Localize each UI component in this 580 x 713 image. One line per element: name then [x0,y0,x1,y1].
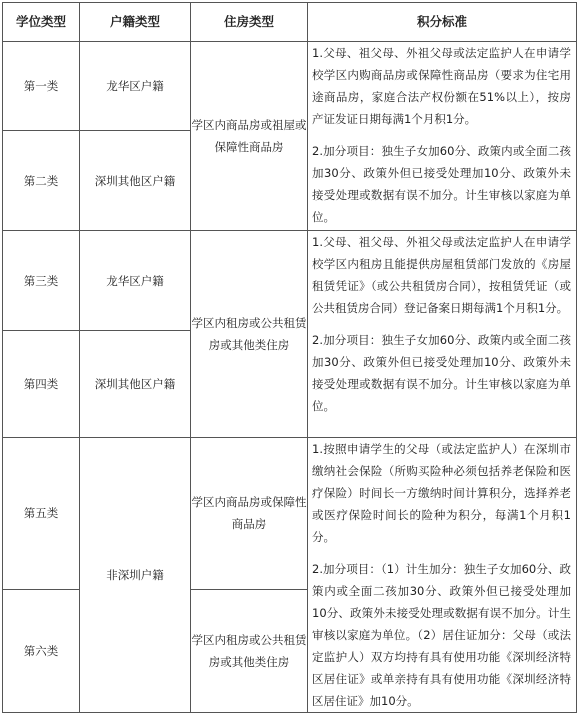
standard-paragraph: 2.加分项目：独生子女加60分、政策内或全面二孩加30分、政策外但已接受处理加10分、政策外未接受处理或数据有误不加分。计生审核以家庭为单位。 [312,333,571,413]
degree-type-cell: 第五类 [3,438,80,590]
degree-type-cell: 第四类 [3,331,80,438]
housing-cell: 学区内租房或公共租赁房或其他类住房 [191,231,308,438]
degree-type-cell: 第二类 [3,131,80,231]
standard-paragraph: 1.父母、祖父母、外祖父母或法定监护人在申请学校学区内购商品房或保障性商品房（要求为住宅用途商品房，家庭合法产权份额在51%以上），按房产证发证日期每满1个月积1分。 [312,46,571,126]
housing-cell: 学区内租房或公共租赁房或其他类住房 [191,589,308,712]
points-standard-cell [308,438,577,713]
standard-paragraph: 2.加分项目：独生子女加60分、政策内或全面二孩加30分、政策外但已接受处理加10分、政策外未接受处理或数据有误不加分。计生审核以家庭为单位。 [312,144,571,224]
standard-paragraph: 2.加分项目：（1）计生加分：独生子女加60分、政策内或全面二孩加30分、政策外但已接受处理加10分、政策外未接受处理或数据有误不加分。计生审核以家庭为单位。（2）居住证加分：父母（或法定监护人）双方均持有具有使用功能《深圳经济特区居住证》或单亲持有具有使用功能《深圳经济特区居住证》加10分。 [312,562,571,708]
hukou-cell: 深圳其他区户籍 [80,131,191,231]
header-hukou-type: 户籍类型 [80,3,191,42]
header-housing-type: 住房类型 [191,3,308,42]
degree-type-cell: 第一类 [3,42,80,131]
hukou-cell: 龙华区户籍 [80,231,191,331]
hukou-cell: 非深圳户籍 [80,438,191,713]
points-standard-cell [308,42,577,231]
header-row [3,3,577,42]
points-standard-cell [308,231,577,438]
housing-cell: 学区内商品房或祖屋或保障性商品房 [191,42,308,231]
standard-paragraph: 1.按照申请学生的父母（或法定监护人）在深圳市缴纳社会保险（所购买险种必须包括养老保险和医疗保险）时间长一方缴纳时间计算积分，选择养老或医疗保险时间长的险种为积分，每满1个月积1分。 [312,442,571,544]
points-standard-table [2,2,577,713]
table-row [3,231,577,331]
hukou-cell: 深圳其他区户籍 [80,331,191,438]
degree-type-cell: 第三类 [3,231,80,331]
standard-paragraph: 1.父母、祖父母、外祖父母或法定监护人在申请学校学区内租房且能提供房屋租赁部门发放的《房屋租赁凭证》（或公共租赁房合同），按租赁凭证（或公共租赁房合同）登记备案日期每满1个月积1分。 [312,235,571,315]
header-degree-type: 学位类型 [3,3,80,42]
table-row [3,438,577,590]
table-row [3,42,577,131]
hukou-cell: 龙华区户籍 [80,42,191,131]
degree-type-cell: 第六类 [3,589,80,712]
housing-cell: 学区内商品房或保障性商品房 [191,438,308,590]
header-points-standard: 积分标准 [308,3,577,42]
